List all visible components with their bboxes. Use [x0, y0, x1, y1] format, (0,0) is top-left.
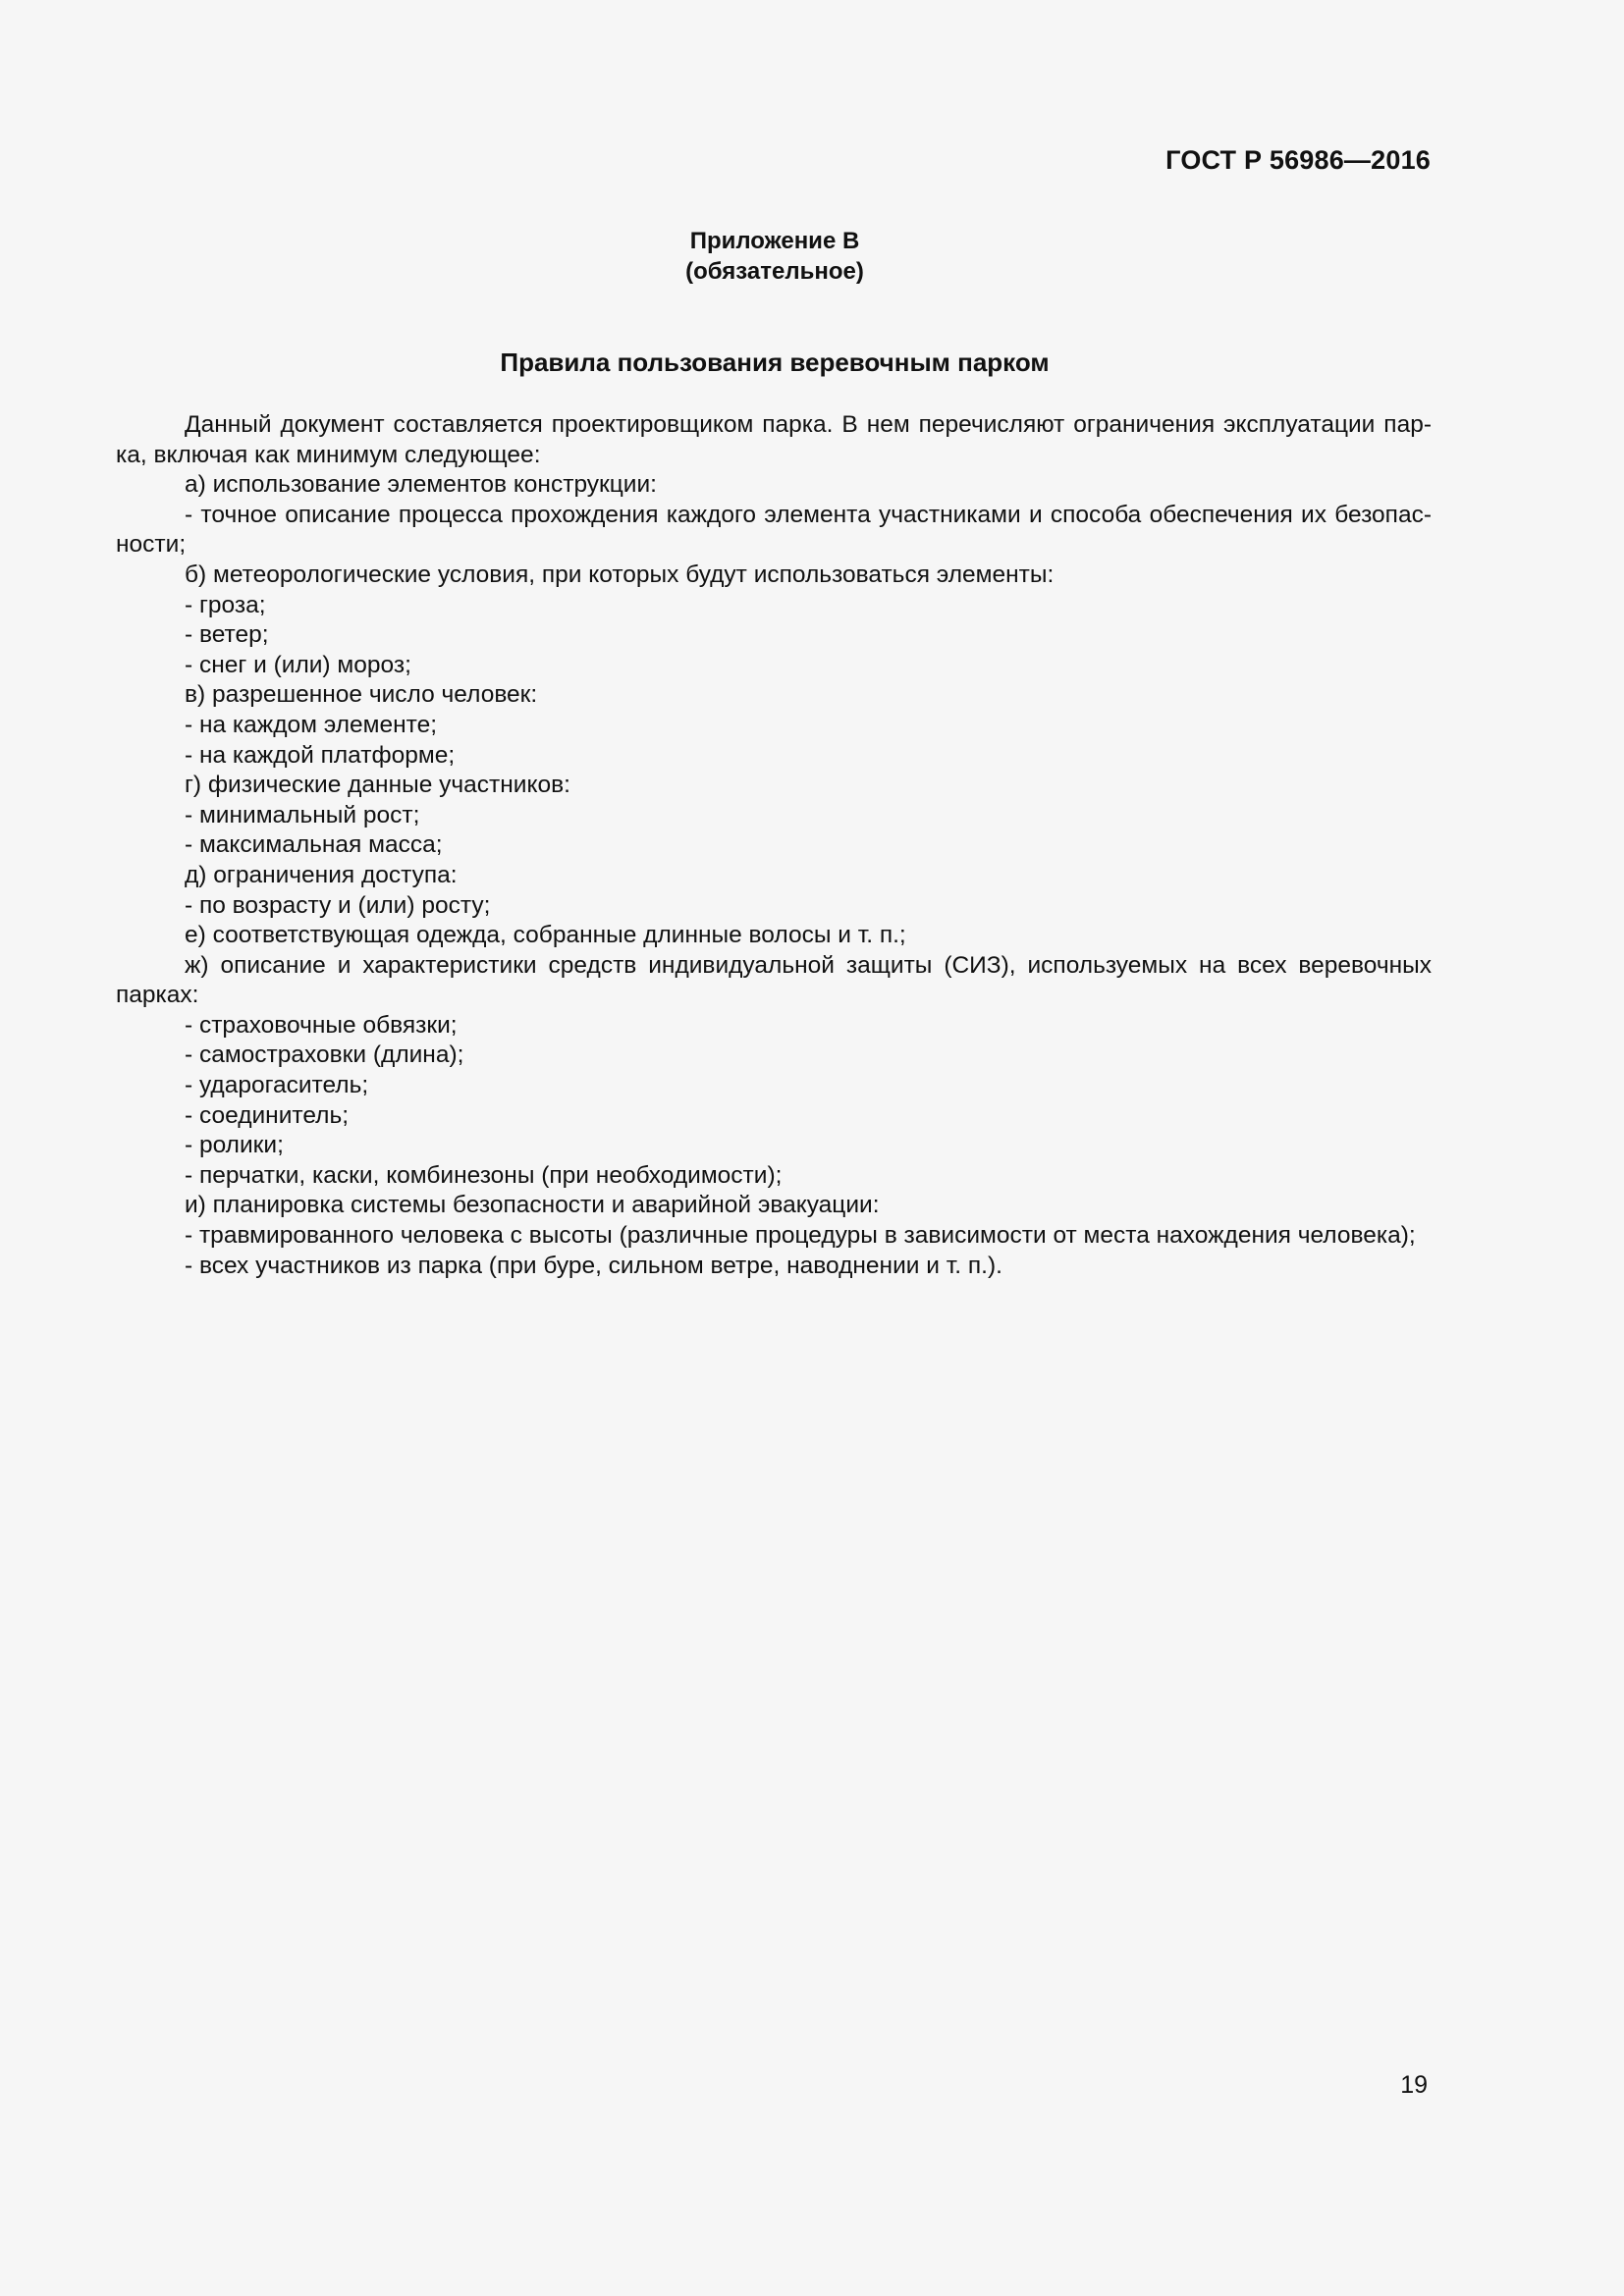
list-subitem: - ударогаситель;	[185, 1072, 369, 1099]
list-subitem: - ветер;	[185, 621, 269, 649]
list-item-b: б) метеорологические условия, при которых будут использоваться элементы:	[185, 561, 1055, 588]
list-subitem: - снег и (или) мороз;	[185, 651, 411, 678]
appendix-title: Приложение В	[689, 228, 860, 254]
list-subitem: - максимальная масса;	[185, 831, 443, 859]
appendix-status: (обязательное)	[685, 258, 864, 285]
appendix-heading	[0, 226, 1549, 287]
list-item-zh: ж) описание и характеристики средств индивидуальной защиты (СИЗ), используемых на всех веревочных парках:	[116, 951, 1432, 1009]
list-item-g: г) физические данные участников:	[185, 772, 570, 799]
list-subitem: - ролики;	[185, 1132, 284, 1159]
list-subitem: - соединитель;	[185, 1101, 350, 1129]
section-title: Правила пользования веревочным парком	[500, 347, 1050, 377]
list-item-e: е) соответствующая одежда, собранные длинные волосы и т. п.;	[185, 922, 906, 949]
list-subitem: - на каждой платформе;	[185, 741, 456, 769]
list-subitem: - самостраховки (длина);	[185, 1041, 464, 1069]
list-item-a: а) использование элементов конструкции:	[185, 471, 657, 499]
list-subitem: - страховочные обвязки;	[185, 1011, 458, 1039]
list-subitem: - гроза;	[185, 591, 266, 618]
document-body	[116, 410, 1432, 1281]
list-subitem: - на каждом элементе;	[185, 711, 438, 738]
standard-code: ГОСТ Р 56986—2016	[1165, 145, 1431, 175]
list-subitem: - травмированного человека с высоты (различные процедуры в зависимости от места нахождения человека);	[185, 1222, 1416, 1250]
list-subitem: - всех участников из парка (при буре, сильном ветре, наводнении и т. п.).	[185, 1252, 1002, 1279]
list-subitem: - перчатки, каски, комбинезоны (при необходимости);	[185, 1161, 783, 1189]
list-item-d: д) ограничения доступа:	[185, 861, 458, 888]
list-item-v: в) разрешенное число человек:	[185, 681, 538, 709]
list-subitem: - минимальный рост;	[185, 801, 420, 828]
list-subitem: - по возрасту и (или) росту;	[185, 891, 491, 919]
body-paragraph-intro: Данный документ составляется проектировщиком парка. В нем перечисляют ограничения эксплуатации парка, включая как минимум следующее:	[116, 411, 1432, 468]
list-subitem: - точное описание процесса прохождения каждого элемента участниками и способа обеспечения их безопасности;	[116, 501, 1432, 559]
page-number: 19	[1400, 2071, 1428, 2099]
list-item-i: и) планировка системы безопасности и аварийной эвакуации:	[185, 1192, 880, 1219]
